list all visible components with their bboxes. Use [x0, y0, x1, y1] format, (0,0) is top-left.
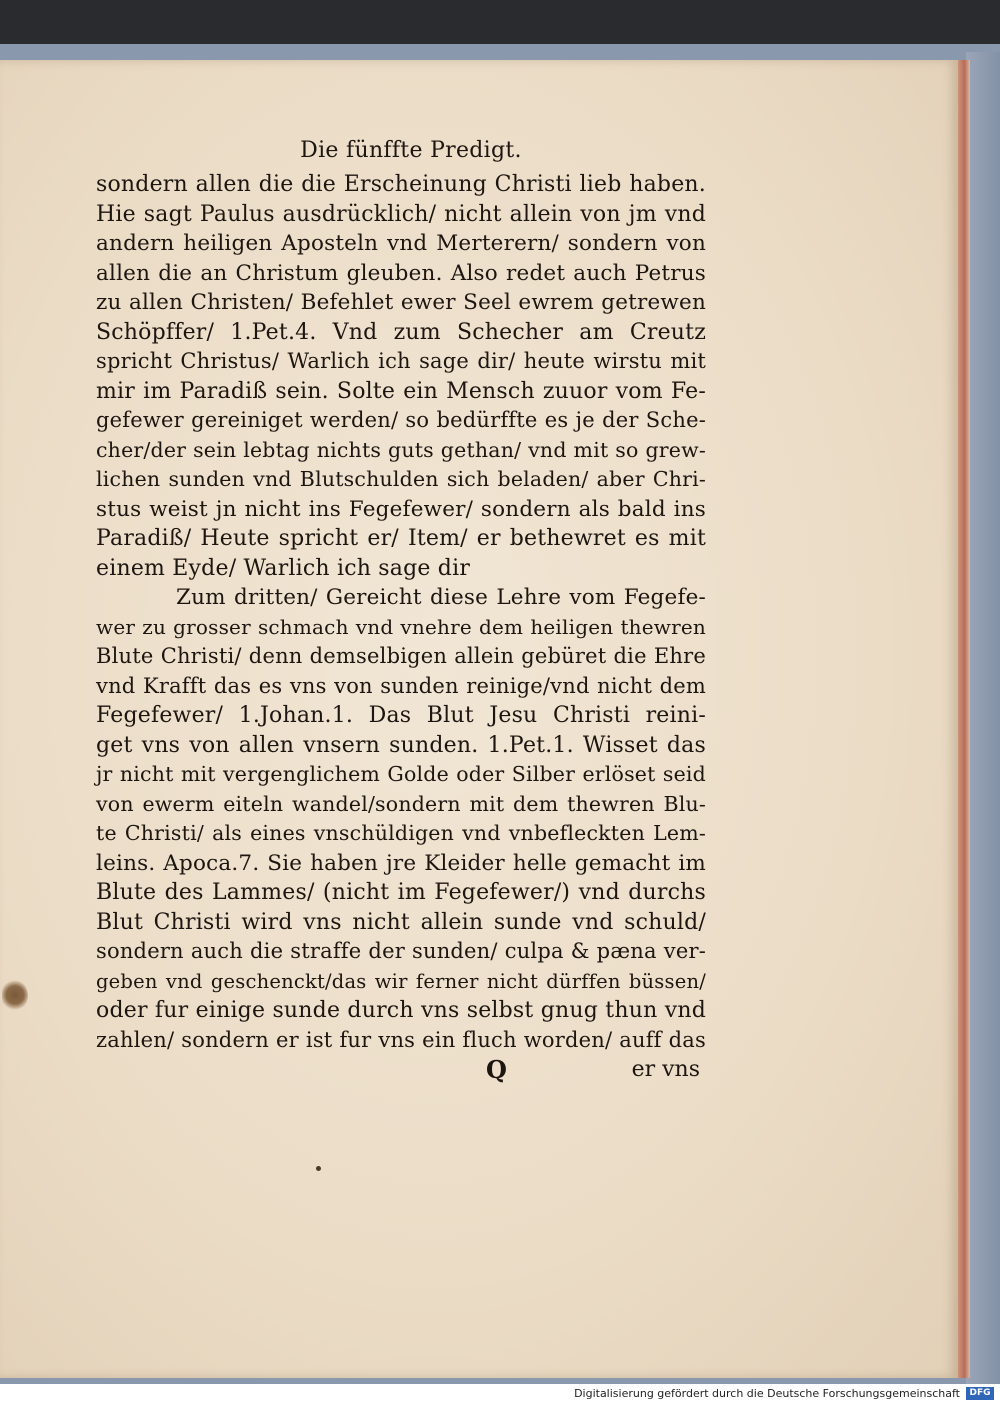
text-line: wer zu grosser schmach vnd vnehre dem heiligen thewren	[96, 614, 706, 639]
text-line: zahlen/ sondern er ist fur vns ein fluch worden/ auff das	[96, 1027, 706, 1052]
text-line: von ewerm eiteln wandel/sondern mit dem thewren Blu-	[96, 791, 706, 816]
paragraph-start-line: Zum dritten/ Gereicht diese Lehre vom Fegefe-	[176, 585, 706, 610]
text-line: get vns von allen vnsern sunden. 1.Pet.1. Wisset das	[96, 732, 706, 758]
text-line: mir im Paradiß sein. Solte ein Mensch zuuor vom Fe-	[96, 378, 706, 404]
scan-board-right	[966, 52, 1000, 1384]
text-line: stus weist jn nicht ins Fegefewer/ sondern als bald ins	[96, 496, 706, 522]
text-line: Blute des Lammes/ (nicht im Fegefewer/) vnd durchs	[96, 880, 706, 905]
text-line: gefewer gereiniget werden/ so bedürffte es je der Sche-	[96, 408, 706, 432]
catchword: er vns	[631, 1057, 700, 1082]
text-line: geben vnd geschenckt/das wir ferner nicht dürffen büssen/	[96, 969, 706, 993]
dfg-logo: DFG	[966, 1387, 994, 1400]
text-line: oder fur einige sunde durch vns selbst gnug thun vnd	[96, 998, 706, 1023]
text-line: Blute Christi/ denn demselbigen allein gebüret die Ehre	[96, 644, 706, 668]
text-line: jr nicht mit vergenglichem Golde oder Silber erlöset seid	[96, 762, 706, 786]
ink-dot	[316, 1166, 321, 1171]
text-line: Schöpffer/ 1.Pet.4. Vnd zum Schecher am Creutz	[96, 319, 706, 345]
text-line: sondern auch die straffe der sunden/ culpa & pæna ver-	[96, 939, 706, 963]
ink-stain	[2, 980, 28, 1010]
text-line: allen die an Christum gleuben. Also redet auch Petrus	[96, 260, 706, 286]
text-line: Paradiß/ Heute spricht er/ Item/ er bethewret es mit	[96, 526, 706, 551]
funding-credit: Digitalisierung gefördert durch die Deutsche Forschungsgemeinschaft	[574, 1387, 960, 1400]
text-line: leins. Apoca.7. Sie haben jre Kleider helle gemacht im	[96, 850, 706, 876]
footer-bar	[0, 1384, 1000, 1404]
text-line: Blut Christi wird vns nicht allein sunde vnd schuld/	[96, 909, 706, 935]
text-line: einem Eyde/ Warlich ich sage dir	[96, 555, 471, 581]
page-foot	[96, 1055, 706, 1087]
text-line: andern heiligen Aposteln vnd Merterern/ sondern von	[96, 231, 706, 256]
text-line: vnd Krafft das es vns von sunden reinige/vnd nicht dem	[96, 673, 706, 698]
signature-mark: Q	[486, 1055, 507, 1084]
text-line: sondern allen die die Erscheinung Christi lieb haben.	[96, 172, 706, 197]
page-text-block	[96, 82, 706, 1087]
running-header: Die fünffte Predigt.	[300, 138, 522, 163]
text-line: Hie sagt Paulus ausdrücklich/ nicht allein von jm vnd	[96, 201, 706, 227]
text-line: Fegefewer/ 1.Johan.1. Das Blut Jesu Christi reini-	[96, 703, 706, 728]
text-line: cher/der sein lebtag nichts guts gethan/ vnd mit so grew-	[96, 437, 706, 462]
text-line: te Christi/ als eines vnschüldigen vnd vnbefleckten Lem-	[96, 821, 706, 845]
text-line: zu allen Christen/ Befehlet ewer Seel ewrem getrewen	[96, 290, 706, 315]
text-line: lichen sunden vnd Blutschulden sich beladen/ aber Chri-	[96, 467, 706, 491]
text-line: spricht Christus/ Warlich ich sage dir/ heute wirstu mit	[96, 349, 706, 373]
